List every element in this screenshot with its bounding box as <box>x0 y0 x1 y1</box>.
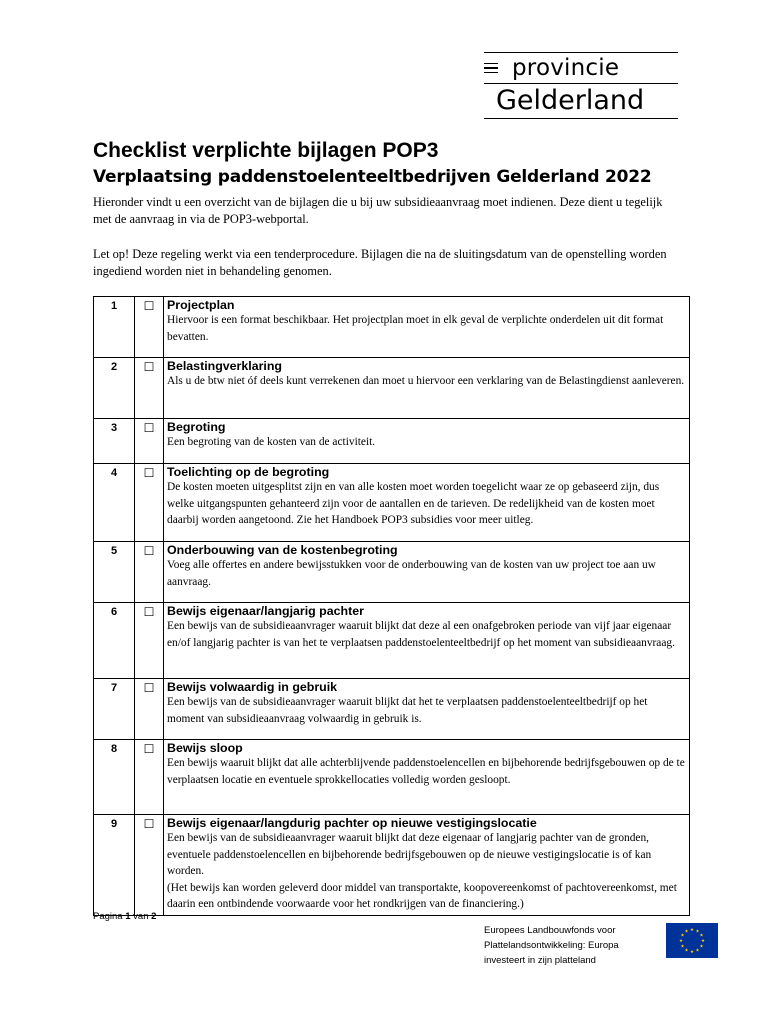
item-number: 3 <box>94 419 135 464</box>
logo-bottom-rule <box>484 118 678 119</box>
item-number: 9 <box>94 815 135 916</box>
eu-star-icon: ★ <box>695 947 700 953</box>
table-row <box>94 464 690 542</box>
logo-lines-icon <box>484 60 498 77</box>
checkbox[interactable]: ☐ <box>135 542 164 603</box>
of-label: van <box>133 911 149 922</box>
table-row <box>94 419 690 464</box>
checkbox[interactable]: ☐ <box>135 815 164 916</box>
item-description: Hiervoor is een format beschikbaar. Het projectplan moet in elk geval de verplichte onderdelen uit dit format bevatten. <box>167 314 664 343</box>
checkbox[interactable]: ☐ <box>135 297 164 358</box>
item-description: De kosten moeten uitgesplitst zijn en van alle kosten moet worden toegelicht waar ze op gebaseerd zijn, dus welke uitgangspunten gehanteerd zijn voor de aantallen en de tarieven. De redelijkheid van de kosten moet daarbij worden aangetoond. Zie het Handboek POP3 subsidies voor meer uitleg. <box>167 481 660 526</box>
item-description: Als u de btw niet óf deels kunt verrekenen dan moet u hiervoor een verklaring van de Belastingdienst aanleveren. <box>167 375 685 387</box>
item-title: Belastingverklaring <box>167 359 283 373</box>
eu-star-icon: ★ <box>700 938 706 943</box>
item-title: Bewijs volwaardig in gebruik <box>167 680 338 694</box>
notice-paragraph: Let op! Deze regeling werkt via een tenderprocedure. Bijlagen die na de sluitingsdatum van de openstelling worden ingediend worden niet in behandeling genomen. <box>93 247 667 278</box>
eu-star-icon: ★ <box>699 932 704 938</box>
checkbox[interactable]: ☐ <box>135 419 164 464</box>
checkbox[interactable]: ☐ <box>135 464 164 542</box>
intro-paragraph: Hieronder vindt u een overzicht van de bijlagen die u bij uw subsidieaanvraag moet indienen. Deze dient u tegelijk met de aanvraag in via de POP3-webportal. <box>93 195 663 226</box>
item-title: Toelichting op de begroting <box>167 465 330 479</box>
table-row <box>94 542 690 603</box>
item-number: 4 <box>94 464 135 542</box>
eu-stars <box>666 923 718 958</box>
checkbox[interactable]: ☐ <box>135 358 164 419</box>
checkbox[interactable]: ☐ <box>135 740 164 815</box>
eu-star-icon: ★ <box>695 928 700 934</box>
item-number: 1 <box>94 297 135 358</box>
total-pages: 2 <box>151 911 157 922</box>
eu-flag-icon <box>666 923 718 958</box>
table-row <box>94 815 690 916</box>
item-title: Bewijs eigenaar/langdurig pachter op nieuwe vestigingslocatie <box>167 816 537 830</box>
item-number: 7 <box>94 679 135 740</box>
eu-star-icon: ★ <box>684 947 689 953</box>
item-number: 5 <box>94 542 135 603</box>
table-row <box>94 297 690 358</box>
item-number: 2 <box>94 358 135 419</box>
item-title: Bewijs eigenaar/langjarig pachter <box>167 604 364 618</box>
eu-text-line: Plattelandsontwikkeling: Europa <box>484 940 619 951</box>
item-description-note: (Het bewijs kan worden geleverd door middel van transportakte, koopovereenkomst of pachtovereenkomst, met daarin een ontbindende voorwaarde voor het rondkrijgen van de financiering.) <box>167 881 677 910</box>
item-description: Een bewijs van de subsidieaanvrager waaruit blijkt dat deze eigenaar of langjarig pachter van de gronden, eventuele paddenstoelencellen en bijbehorende bedrijfsgebouwen op de nieuwe vestigingslocatie is of kan worden. <box>167 832 652 877</box>
eu-star-icon: ★ <box>678 938 684 943</box>
document-title: Checklist verplichte bijlagen POP3 <box>93 139 439 162</box>
item-title: Onderbouwing van de kostenbegroting <box>167 543 398 557</box>
item-title: Projectplan <box>167 298 235 312</box>
logo-gelderland-text: Gelderland <box>496 85 645 116</box>
document-subtitle: Verplaatsing paddenstoelenteeltbedrijven Gelderland 2022 <box>93 167 652 187</box>
checklist-table <box>93 296 690 916</box>
item-description: Een bewijs van de subsidieaanvrager waaruit blijkt dat het te verplaatsen paddenstoelenteeltbedrijf op het moment van subsidieaanvraag volwaardig in gebruik is. <box>167 696 648 725</box>
eu-star-icon: ★ <box>689 949 695 954</box>
table-row <box>94 679 690 740</box>
eu-star-icon: ★ <box>699 943 704 949</box>
item-description: Een bewijs van de subsidieaanvrager waaruit blijkt dat deze al een onafgebroken periode van vijf jaar eigenaar en/of langjarig pachter is van het te verplaatsen paddenstoelenteeltbedrijf op het moment van subsidieaanvraag. <box>167 620 675 649</box>
logo-provincie-text: provincie <box>512 55 620 81</box>
provincie-gelderland-logo <box>484 52 678 119</box>
item-description: Een bewijs waaruit blijkt dat alle achterblijvende paddenstoelencellen en bijbehorende bedrijfsgebouwen op de te verplaatsen locatie en eventuele sprokkellocaties volledig worden gesloopt. <box>167 757 685 786</box>
table-row <box>94 358 690 419</box>
eu-text-line: investeert in zijn platteland <box>484 955 596 966</box>
checkbox[interactable]: ☐ <box>135 679 164 740</box>
eu-star-icon: ★ <box>680 932 685 938</box>
checkbox[interactable]: ☐ <box>135 603 164 679</box>
eu-funding-text <box>484 923 659 968</box>
item-title: Bewijs sloop <box>167 741 243 755</box>
eu-star-icon: ★ <box>680 943 685 949</box>
page-number <box>93 911 156 922</box>
page-label: Pagina <box>93 911 123 922</box>
item-number: 6 <box>94 603 135 679</box>
eu-star-icon: ★ <box>684 928 689 934</box>
table-row <box>94 740 690 815</box>
eu-star-icon: ★ <box>689 927 695 932</box>
current-page: 1 <box>125 911 131 922</box>
item-description: Een begroting van de kosten van de activiteit. <box>167 436 376 448</box>
item-number: 8 <box>94 740 135 815</box>
item-description: Voeg alle offertes en andere bewijsstukken voor de onderbouwing van de kosten van uw project toe aan uw aanvraag. <box>167 559 656 588</box>
item-title: Begroting <box>167 420 226 434</box>
eu-text-line: Europees Landbouwfonds voor <box>484 925 616 936</box>
table-row <box>94 603 690 679</box>
